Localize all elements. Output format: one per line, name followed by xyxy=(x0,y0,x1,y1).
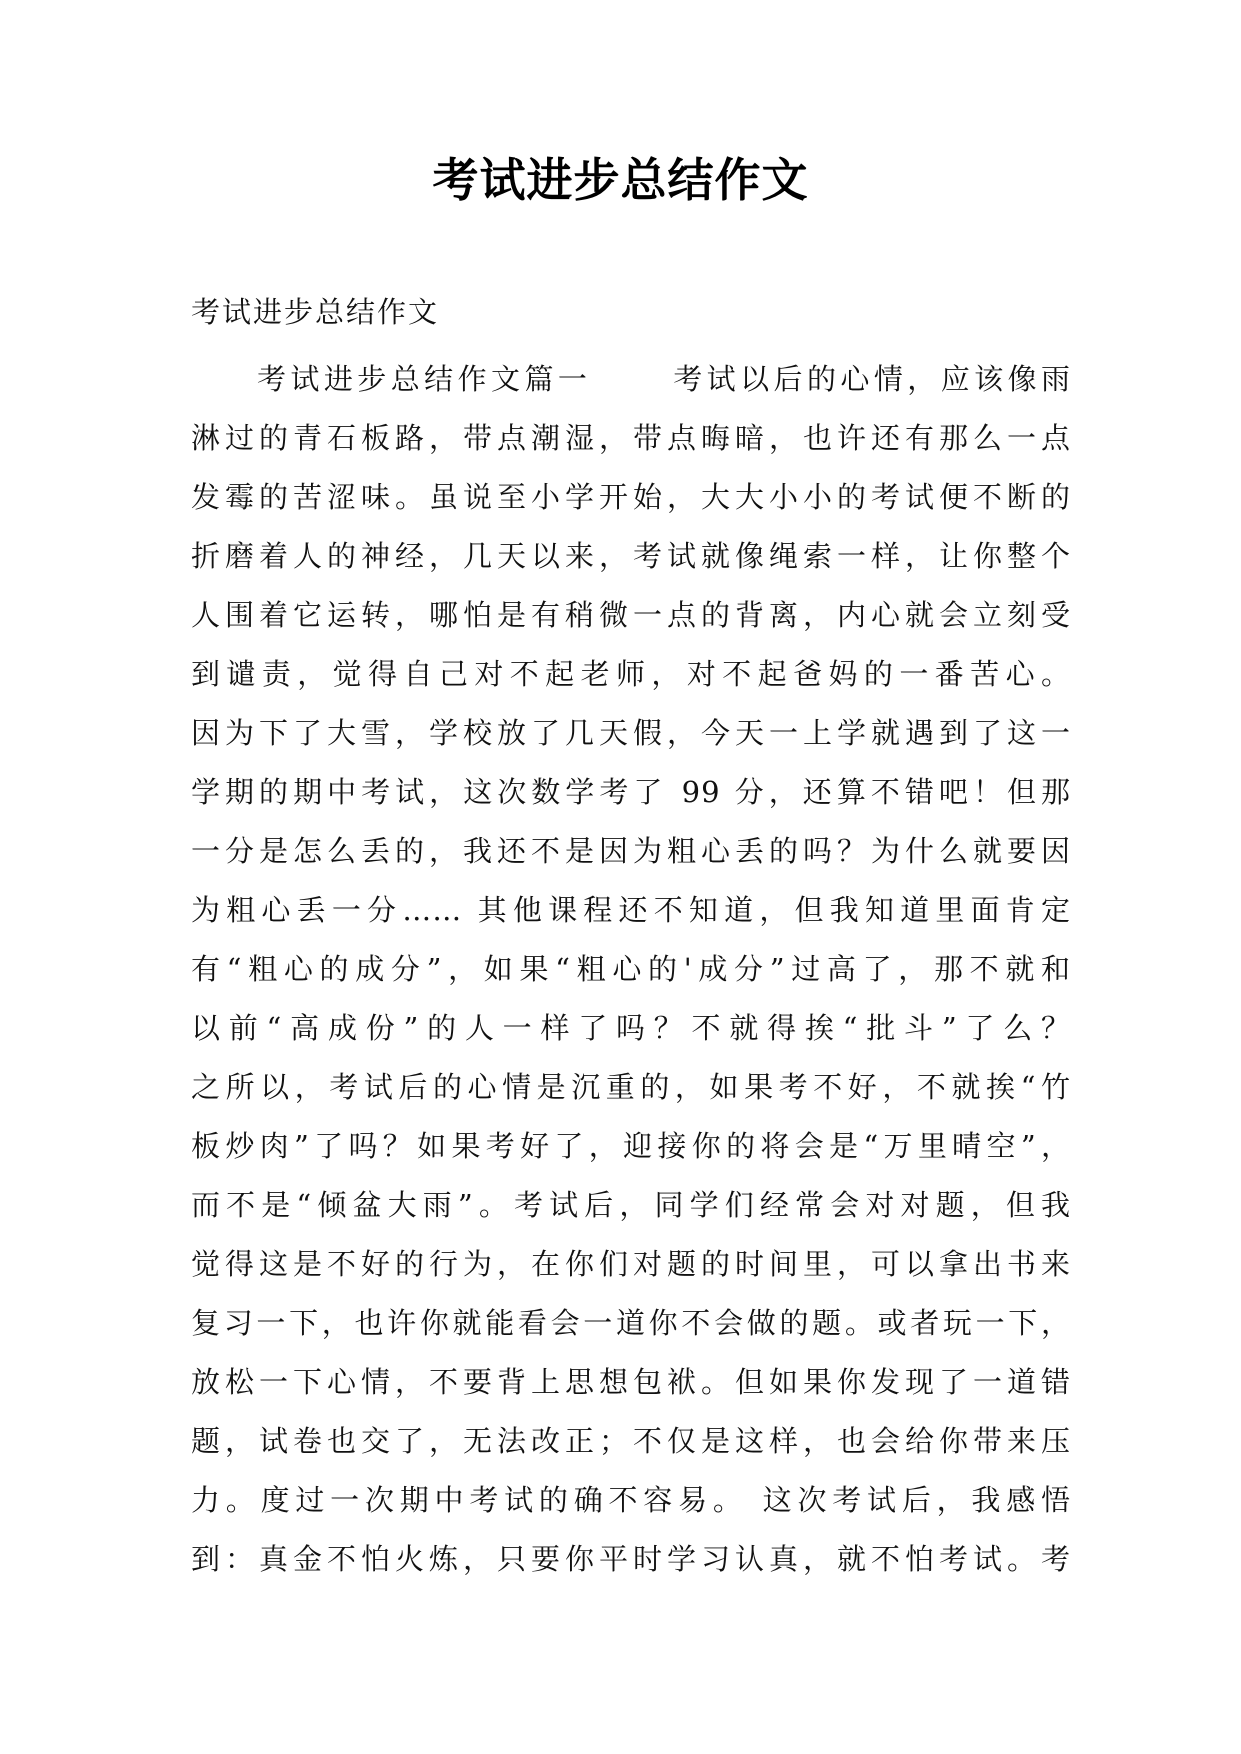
body-line: 以前“高成份”的人一样了吗？不就得挨“批斗”了么？ xyxy=(191,1011,1071,1045)
body-line: 力。度过一次期中考试的确不容易。 这次考试后，我感悟 xyxy=(191,1483,1071,1517)
body-line: 有“粗心的成分”，如果“粗心的'成分”过高了，那不就和 xyxy=(191,952,1071,986)
body-line: 到谴责，觉得自己对不起老师，对不起爸妈的一番苦心。 xyxy=(191,657,1071,691)
body-line: 折磨着人的神经，几天以来，考试就像绳索一样，让你整个 xyxy=(191,539,1071,573)
body-line: 发霉的苦涩味。虽说至小学开始，大大小小的考试便不断的 xyxy=(191,480,1071,514)
body-line: 题，试卷也交了，无法改正；不仅是这样，也会给你带来压 xyxy=(191,1424,1071,1458)
document-body xyxy=(191,350,1071,1589)
body-line: 淋过的青石板路，带点潮湿，带点晦暗，也许还有那么一点 xyxy=(191,421,1071,455)
body-line: 为粗心丢一分…… 其他课程还不知道，但我知道里面肯定 xyxy=(191,893,1071,927)
body-line: 觉得这是不好的行为，在你们对题的时间里，可以拿出书来 xyxy=(191,1247,1071,1281)
body-line: 之所以，考试后的心情是沉重的，如果考不好，不就挨“竹 xyxy=(191,1070,1071,1104)
document-subtitle: 考试进步总结作文 xyxy=(191,295,440,329)
body-line: 考试进步总结作文篇一 考试以后的心情，应该像雨 xyxy=(257,362,1071,396)
body-line: 板炒肉”了吗？如果考好了，迎接你的将会是“万里晴空”， xyxy=(191,1129,1071,1163)
body-line: 人围着它运转，哪怕是有稍微一点的背离，内心就会立刻受 xyxy=(191,598,1071,632)
body-line: 而不是“倾盆大雨”。考试后，同学们经常会对对题，但我 xyxy=(191,1188,1071,1222)
body-line: 学期的期中考试，这次数学考了 99 分，还算不错吧！但那 xyxy=(191,775,1071,809)
body-line: 一分是怎么丢的，我还不是因为粗心丢的吗？为什么就要因 xyxy=(191,834,1071,868)
body-line: 复习一下，也许你就能看会一道你不会做的题。或者玩一下， xyxy=(191,1306,1071,1340)
body-line: 到：真金不怕火炼，只要你平时学习认真，就不怕考试。考 xyxy=(191,1542,1071,1576)
body-line: 放松一下心情，不要背上思想包袱。但如果你发现了一道错 xyxy=(191,1365,1071,1399)
body-line: 因为下了大雪，学校放了几天假，今天一上学就遇到了这一 xyxy=(191,716,1071,750)
document-title: 考试进步总结作文 xyxy=(432,153,809,207)
